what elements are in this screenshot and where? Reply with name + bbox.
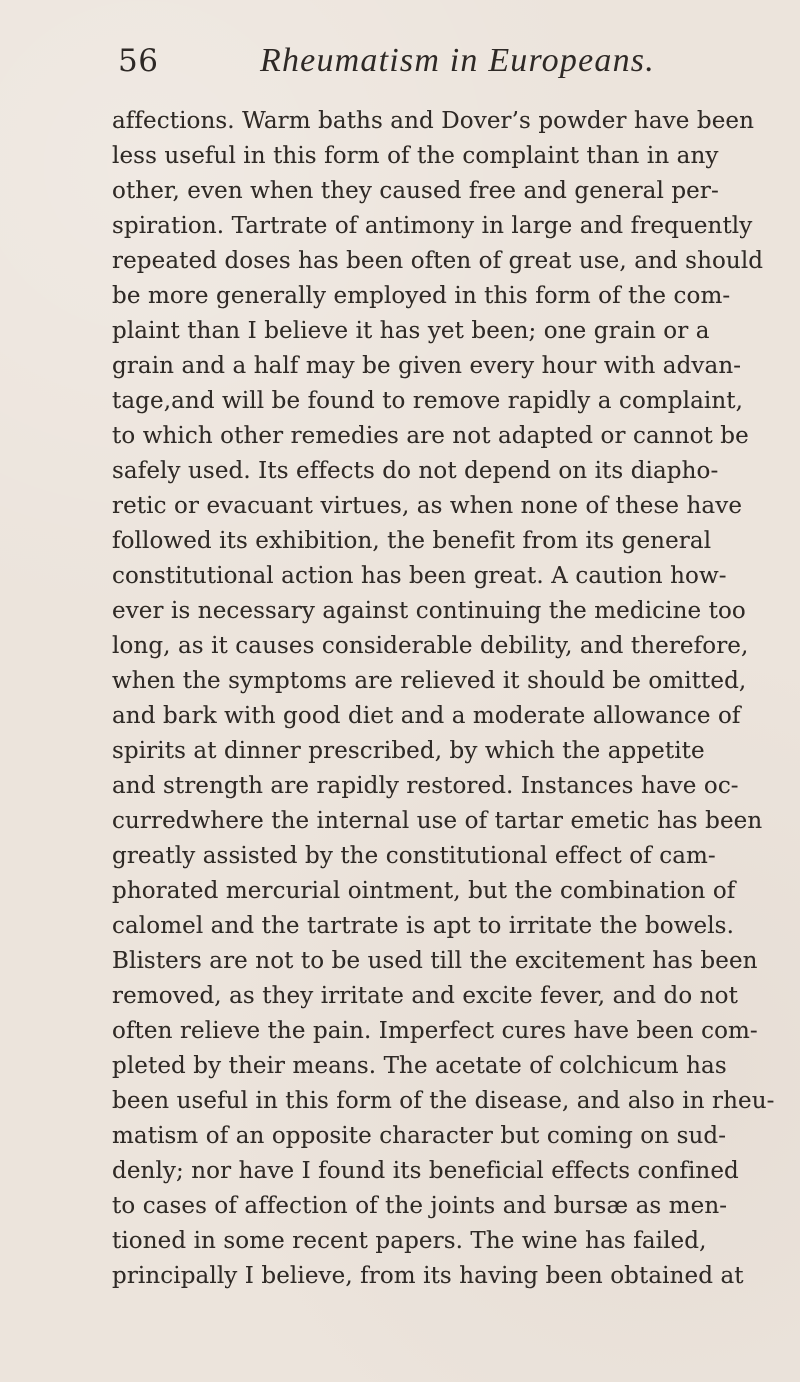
text-line: phorated mercurial ointment, but the combination of	[112, 878, 736, 904]
text-line: Blisters are not to be used till the excitement has been	[112, 948, 758, 974]
text-line: repeated doses has been often of great use, and should	[112, 248, 764, 274]
text-line: denly; nor have I found its beneficial effects confined	[112, 1158, 739, 1184]
text-line: retic or evacuant virtues, as when none of these have	[112, 493, 743, 519]
text-line: affections. Warm baths and Dover’s powder have been	[112, 108, 755, 134]
text-line: tage,and will be found to remove rapidly a complaint,	[112, 388, 744, 414]
text-line: curredwhere the internal use of tartar emetic has been	[112, 808, 763, 834]
text-line: ever is necessary against continuing the medicine too	[112, 598, 746, 624]
text-line: constitutional action has been great. A caution how-	[112, 563, 727, 589]
running-title: Rheumatism in Europeans.	[260, 42, 655, 79]
text-line: followed its exhibition, the benefit from its general	[112, 528, 712, 554]
text-line: grain and a half may be given every hour with advan-	[112, 353, 742, 379]
text-line: matism of an opposite character but coming on sud-	[112, 1123, 727, 1149]
text-line: plaint than I believe it has yet been; one grain or a	[112, 318, 710, 344]
text-line: to cases of affection of the joints and bursæ as men-	[112, 1193, 728, 1219]
text-line: been useful in this form of the disease, and also in rheu-	[112, 1088, 775, 1114]
text-line: and bark with good diet and a moderate allowance of	[112, 703, 741, 729]
text-line: spirits at dinner prescribed, by which the appetite	[112, 738, 705, 764]
body-text	[112, 104, 775, 1294]
text-line: and strength are rapidly restored. Instances have oc-	[112, 773, 739, 799]
text-line: spiration. Tartrate of antimony in large and frequently	[112, 213, 753, 239]
text-line: often relieve the pain. Imperfect cures have been com-	[112, 1018, 758, 1044]
text-line: other, even when they caused free and general per-	[112, 178, 719, 204]
text-line: less useful in this form of the complaint than in any	[112, 143, 719, 169]
text-line: to which other remedies are not adapted or cannot be	[112, 423, 749, 449]
text-line: be more generally employed in this form of the com-	[112, 283, 731, 309]
running-head	[118, 42, 698, 90]
text-line: tioned in some recent papers. The wine has failed,	[112, 1228, 707, 1254]
text-line: removed, as they irritate and excite fever, and do not	[112, 983, 738, 1009]
text-line: calomel and the tartrate is apt to irritate the bowels.	[112, 913, 734, 939]
text-line: long, as it causes considerable debility, and therefore,	[112, 633, 749, 659]
text-line: pleted by their means. The acetate of colchicum has	[112, 1053, 727, 1079]
page-number: 56	[118, 43, 159, 79]
text-line: safely used. Its effects do not depend on its diapho-	[112, 458, 719, 484]
text-line: principally I believe, from its having been obtained at	[112, 1263, 744, 1289]
text-line: when the symptoms are relieved it should be omitted,	[112, 668, 747, 694]
text-line: greatly assisted by the constitutional effect of cam-	[112, 843, 716, 869]
